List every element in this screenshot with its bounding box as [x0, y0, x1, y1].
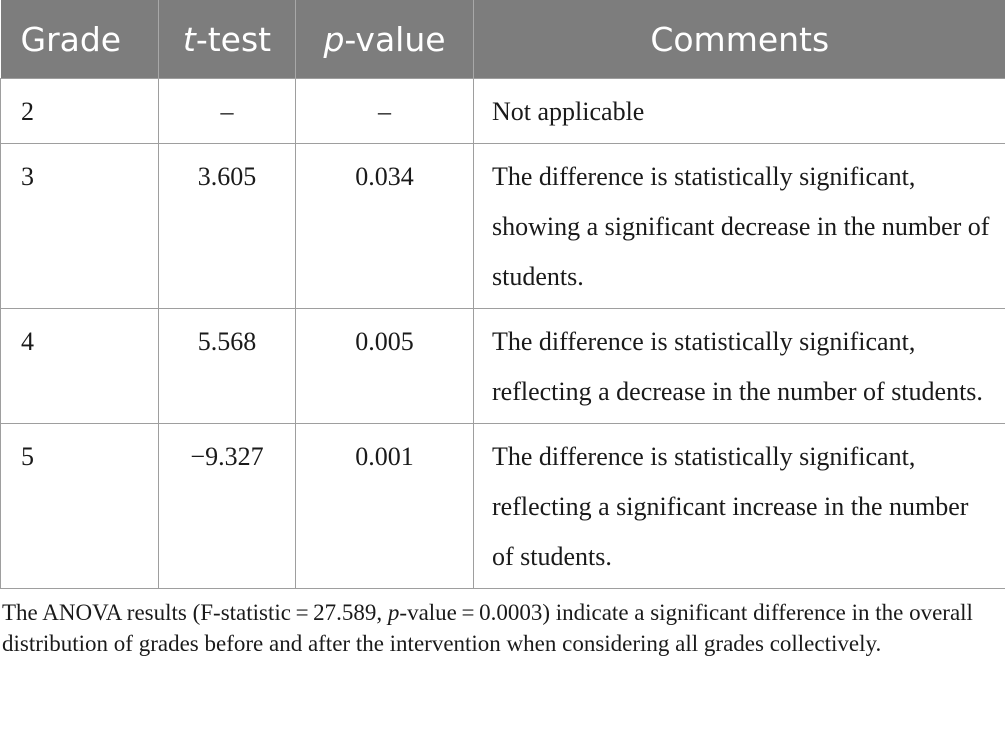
cell-t-test: – [159, 79, 296, 144]
header-grade: Grade [1, 0, 159, 79]
cell-t-test: 5.568 [159, 309, 296, 424]
footnote-p-italic: p [387, 600, 400, 625]
header-p-value-rest: -value [344, 19, 446, 59]
cell-comment: The difference is statistically significant, showing a significant decrease in the number of students. [474, 144, 1005, 309]
header-p-value-italic: p [323, 19, 345, 59]
table-row [1, 309, 1005, 424]
table-row [1, 79, 1005, 144]
cell-p-value: 0.034 [296, 144, 474, 309]
header-p-value [296, 0, 474, 79]
header-t-test-italic: t [182, 19, 196, 59]
cell-p-value: 0.001 [296, 424, 474, 589]
cell-p-value: 0.005 [296, 309, 474, 424]
cell-grade: 2 [1, 79, 159, 144]
footnote-part2: -value = 0.0003) indicate a significant difference in the overall distribution of grades before and after the intervention when considering all grades collectively. [2, 600, 973, 656]
footnote-part1: The ANOVA results (F-statistic = 27.589, [2, 600, 388, 625]
cell-t-test: 3.605 [159, 144, 296, 309]
header-t-test [159, 0, 296, 79]
cell-grade: 5 [1, 424, 159, 589]
table-row [1, 424, 1005, 589]
cell-t-test: −9.327 [159, 424, 296, 589]
cell-grade: 4 [1, 309, 159, 424]
cell-grade: 3 [1, 144, 159, 309]
cell-comment: The difference is statistically significant, reflecting a decrease in the number of students. [474, 309, 1005, 424]
table-header-row [1, 0, 1005, 79]
cell-comment: The difference is statistically significant, reflecting a significant increase in the number of students. [474, 424, 1005, 589]
table-footnote [0, 597, 1005, 659]
header-comments: Comments [474, 0, 1005, 79]
cell-comment: Not applicable [474, 79, 1005, 144]
cell-p-value: – [296, 79, 474, 144]
header-t-test-rest: -test [195, 19, 272, 59]
table-row [1, 144, 1005, 309]
